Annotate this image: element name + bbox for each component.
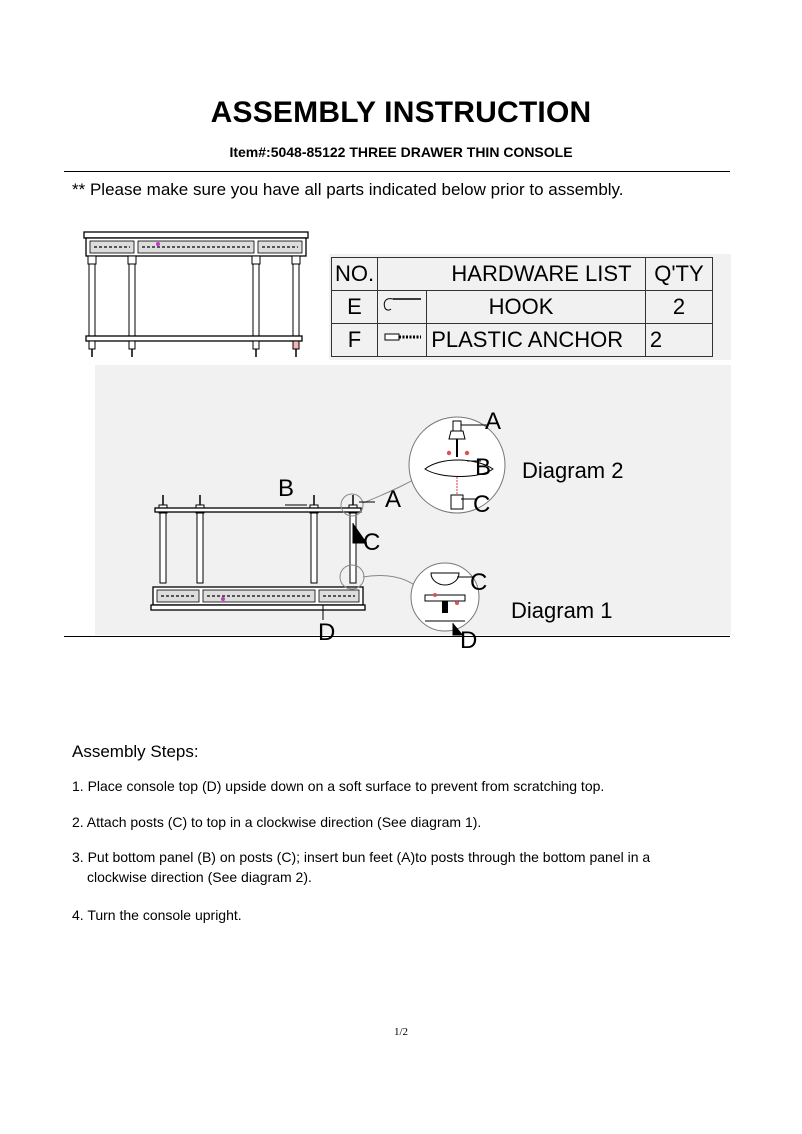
diagram1-detail — [411, 563, 479, 635]
diagram2-caption: Diagram 2 — [522, 458, 624, 483]
hardware-table — [331, 257, 713, 357]
step-4: 4. Turn the console upright. — [72, 907, 242, 923]
table-row — [332, 291, 713, 324]
row-qty: 2 — [645, 324, 712, 357]
step-3: 3. Put bottom panel (B) on posts (C); insert bun feet (A)to posts through the bottom panel in a — [72, 849, 651, 865]
header-qty: Q'TY — [645, 258, 712, 291]
label-b: B — [278, 475, 295, 502]
page-number: 1/2 — [393, 1026, 409, 1038]
step-1: 1. Place console top (D) upside down on a soft surface to prevent from scratching top. — [72, 778, 605, 794]
label-c: C — [363, 529, 381, 556]
diagram1-label-d: D — [460, 627, 478, 654]
row-qty: 2 — [645, 291, 712, 324]
row-name: PLASTIC ANCHOR — [427, 324, 646, 357]
diagram1-label-c: C — [470, 569, 488, 596]
diagram-divider — [64, 636, 730, 637]
header-no: NO. — [332, 258, 378, 291]
row-no: E — [332, 291, 378, 324]
item-number: Item#:5048-85122 THREE DRAWER THIN CONSOLE — [229, 144, 573, 160]
diagram2-label-b: B — [475, 454, 492, 481]
hook-icon — [378, 291, 427, 324]
assembly-diagram — [95, 395, 730, 660]
parts-notice: ** Please make sure you have all parts indicated below prior to assembly. — [72, 180, 624, 199]
upside-down-console — [151, 495, 365, 615]
row-no: F — [332, 324, 378, 357]
diagram2-label-a: A — [485, 408, 502, 435]
header-divider — [64, 171, 730, 172]
label-a: A — [385, 486, 402, 513]
diagram1-caption: Diagram 1 — [511, 598, 613, 623]
anchor-icon — [378, 324, 427, 357]
header-hardware-list: HARDWARE LIST — [378, 258, 646, 291]
console-illustration — [80, 228, 312, 362]
step-3-continued: clockwise direction (See diagram 2). — [87, 869, 312, 885]
label-d: D — [318, 619, 336, 646]
row-name: HOOK — [427, 291, 646, 324]
step-2: 2. Attach posts (C) to top in a clockwise direction (See diagram 1). — [72, 814, 482, 830]
hardware-header-row — [332, 258, 713, 291]
page-title: ASSEMBLY INSTRUCTION — [210, 96, 592, 129]
steps-title: Assembly Steps: — [72, 742, 199, 761]
table-row — [332, 324, 713, 357]
diagram2-label-c: C — [473, 491, 491, 518]
